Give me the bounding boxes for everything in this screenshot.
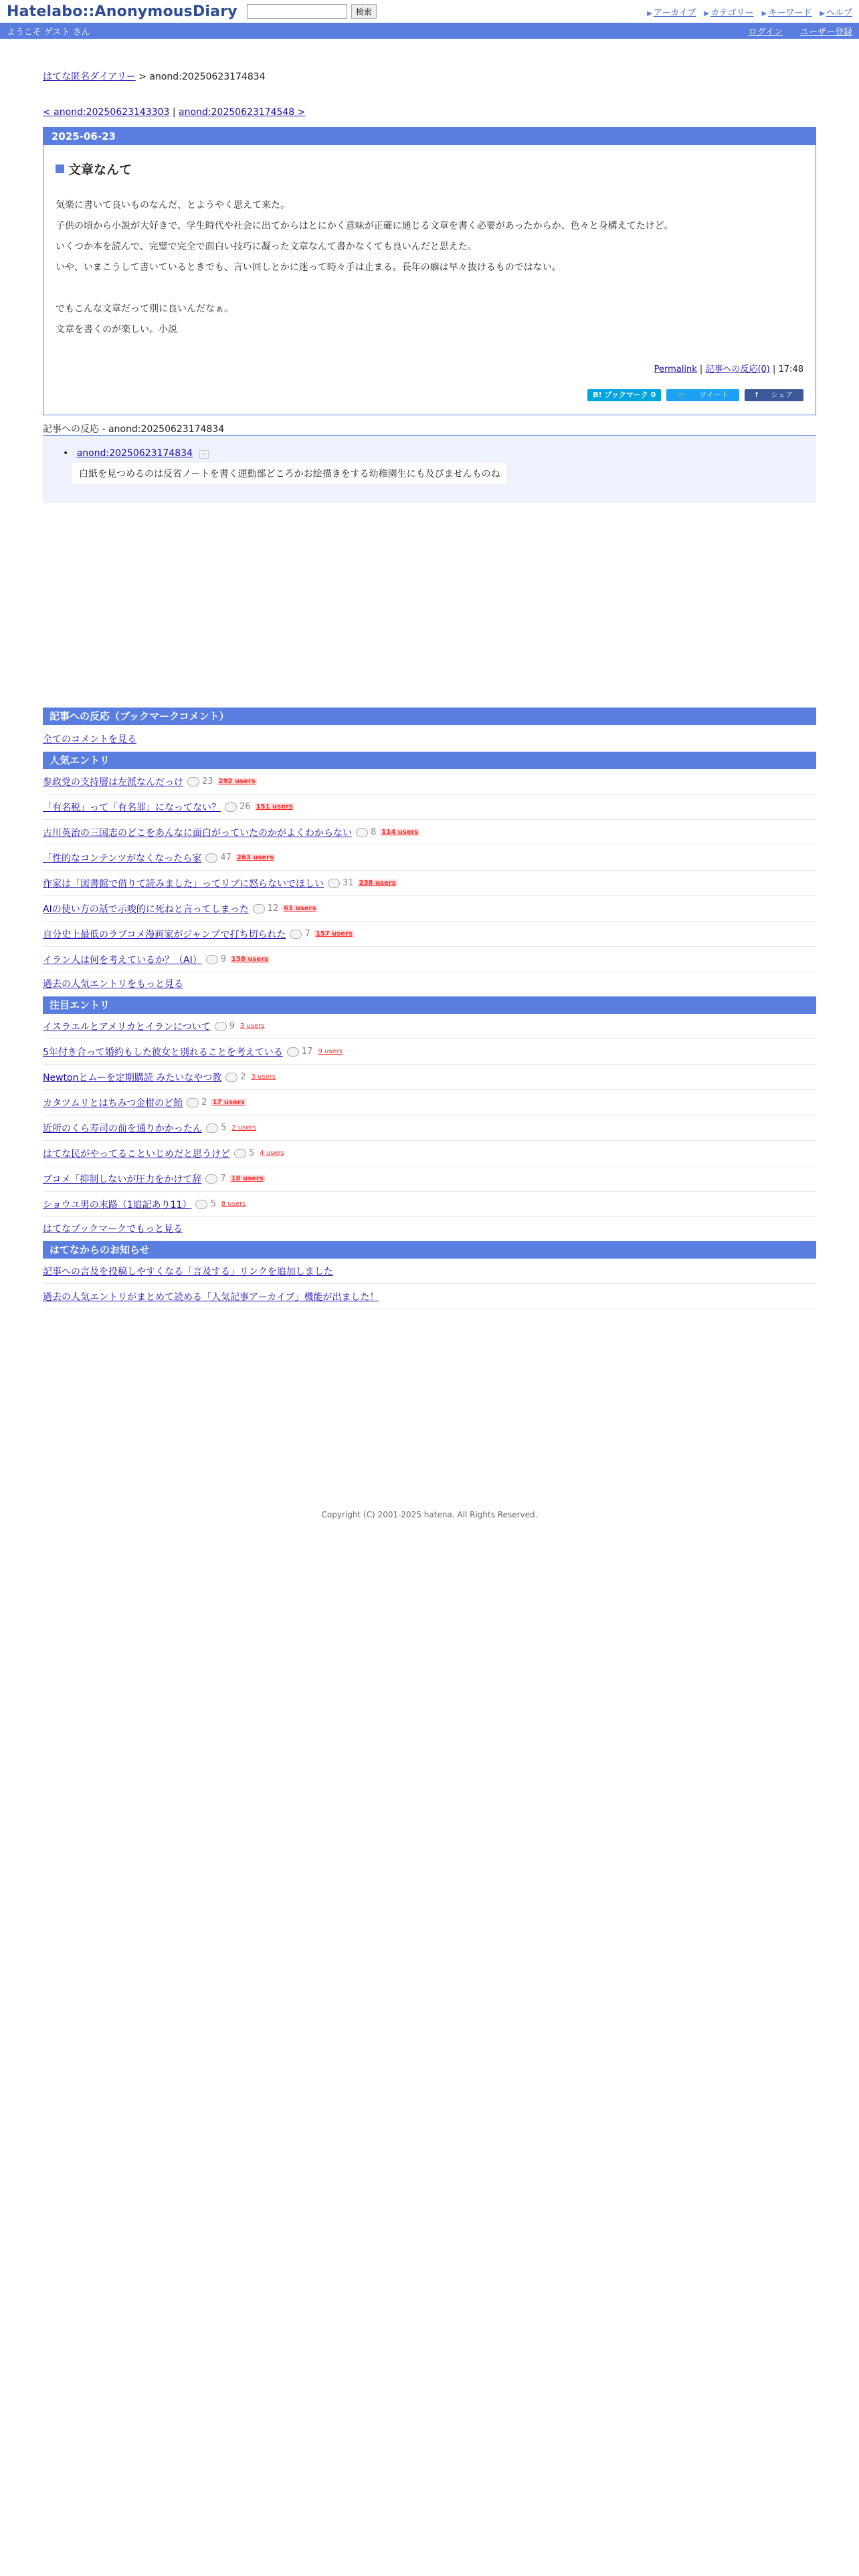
speech-bubble-icon (187, 1098, 199, 1107)
top-nav (647, 5, 852, 18)
attention-entries-list (43, 1014, 816, 1217)
search-input[interactable] (247, 4, 347, 19)
comment-count: 9 (215, 1021, 235, 1031)
comment-count: 5 (195, 1199, 215, 1209)
hatena-bookmark-button[interactable]: B! ブックマーク 0 (587, 389, 661, 401)
ad-space (43, 503, 816, 708)
popular-entry (43, 947, 816, 972)
comment-count: 26 (225, 802, 251, 812)
speech-bubble-icon (225, 1073, 237, 1082)
entry-link[interactable]: 近所のくら寿司の前を通りかかったん (43, 1123, 202, 1134)
attention-entry (43, 1065, 816, 1090)
triangle-right-icon: ▶ (647, 9, 652, 17)
entry-date: 2025-06-23 (43, 128, 816, 145)
comment-count: 8 (356, 827, 376, 837)
all-comments (43, 728, 816, 752)
bookmark-users-link[interactable]: 158 users (231, 956, 269, 963)
popular-entry (43, 896, 816, 922)
entry-line: 子供の頃から小説が大好きで、学生時代や社会に出てからはとにかく意味が正確に通じる文章を書く必要があったからか、色々と身構えてたけど。 (56, 221, 674, 231)
entry-line: いくつか本を読んで、完璧で完全で面白い技巧に凝った文章なんて書かなくても良いんだと思えた。 (56, 241, 477, 252)
popular-entry (43, 845, 816, 871)
speech-bubble-icon (187, 777, 199, 786)
attention-more (43, 1217, 816, 1241)
notice-item (43, 1284, 816, 1309)
speech-bubble-icon (215, 1022, 227, 1031)
triangle-right-icon: ▶ (761, 9, 767, 17)
entry-link[interactable]: 参政党の支持層は左派なんだっけ (43, 776, 183, 788)
pager-separator: | (172, 107, 176, 118)
bookmark-users-link[interactable]: 3 users (240, 1023, 265, 1030)
attention-entry (43, 1115, 816, 1141)
entry-link[interactable]: イスラエルとアメリカとイランについて (43, 1021, 211, 1033)
entry-line: 気楽に書いて良いものなんだ、とようやく思えて来た。 (56, 200, 290, 211)
popular-entry (43, 922, 816, 947)
entry-link[interactable]: ショウユ男の末路（1追記あり11） (43, 1199, 192, 1210)
popular-entry (43, 871, 816, 896)
tweet-button[interactable] (666, 389, 739, 401)
bookmark-users-link[interactable]: 292 users (218, 778, 256, 785)
popular-entry (43, 794, 816, 820)
prev-entry-link[interactable]: < anond:20250623143303 (43, 107, 170, 118)
attention-entry (43, 1039, 816, 1065)
bookmark-users-link[interactable]: 157 users (315, 930, 353, 938)
comment-count: 12 (253, 903, 279, 914)
diary-entry (43, 127, 816, 415)
comment-count: 5 (206, 1123, 226, 1133)
speech-bubble-icon (205, 1174, 217, 1184)
entry-link[interactable]: AIの使い方の話で示唆的に死ねと言ってしまった (43, 903, 249, 915)
share-buttons (43, 389, 816, 401)
nav-help-link[interactable]: ヘルプ (826, 7, 852, 18)
popular-entry (43, 769, 816, 794)
user-bar (0, 23, 859, 39)
twitter-icon: 🐦 (677, 391, 689, 399)
nav-help[interactable] (820, 5, 852, 18)
entry-link[interactable]: 「有名税」って「有名罪」になってない？ (43, 802, 221, 813)
speech-bubble-icon (253, 904, 265, 914)
attention-entries-heading: 注目エントリ (43, 996, 816, 1014)
next-entry-link[interactable]: anond:20250623174548 > (179, 107, 306, 118)
comment-count: 7 (205, 1174, 225, 1184)
entry-link[interactable]: 自分史上最低のラブコメ漫画家がジャンプで打ち切られた (43, 929, 286, 940)
search-button[interactable]: 検索 (351, 4, 377, 19)
attention-entry (43, 1166, 816, 1192)
speech-bubble-icon (287, 1047, 299, 1057)
breadcrumb-home[interactable]: はてな匿名ダイアリー (43, 72, 136, 82)
entry-pager (43, 107, 816, 118)
bookmark-users-link[interactable]: 9 users (318, 1048, 343, 1055)
comment-count: 7 (290, 929, 310, 939)
breadcrumb (43, 70, 816, 83)
entry-link[interactable]: 5年付き合って婚約もした彼女と別れることを考えている (43, 1047, 283, 1058)
bookmark-users-link[interactable]: 114 users (381, 829, 419, 836)
comment-count: 2 (187, 1097, 207, 1107)
entry-link[interactable]: 古川英治の三国志のどこをあんなに面白がっていたのかがよくわからない (43, 827, 352, 839)
reactions-panel (43, 435, 816, 503)
reactions-heading: 記事への反応 - anond:20250623174834 (43, 424, 225, 435)
nav-keyword-link[interactable]: キーワード (768, 7, 812, 18)
popular-entries-heading: 人気エントリ (43, 752, 816, 769)
attention-entry (43, 1141, 816, 1166)
permalink-link[interactable]: Permalink (654, 364, 697, 374)
popular-more (43, 972, 816, 996)
nav-category-link[interactable]: カテゴリー (710, 7, 754, 18)
comment-count: 31 (328, 878, 354, 888)
entry-line: 文章を書くのが楽しい。小説 (56, 324, 177, 335)
facebook-share-button[interactable] (745, 389, 803, 401)
site-logo[interactable]: Hatelabo::AnonymousDiary (7, 3, 237, 20)
comment-count: 47 (205, 853, 231, 863)
comment-count: 5 (234, 1148, 254, 1158)
entry-title (56, 160, 816, 178)
bookmark-comments-heading: 記事への反応（ブックマークコメント） (43, 708, 816, 725)
speech-bubble-icon (225, 802, 237, 812)
entry-link[interactable]: Newtonとムーを定期購読 みたいなやつ教 (43, 1072, 222, 1083)
bookmark-users-link[interactable]: 263 users (236, 854, 274, 861)
entry-link[interactable]: ブコメ「抑制しないが圧力をかけて辞 (43, 1174, 202, 1185)
comment-count: 23 (187, 776, 213, 786)
bookmark-users-link[interactable]: 3 users (251, 1073, 276, 1081)
reaction-item (72, 448, 816, 484)
speech-bubble-icon (206, 955, 218, 964)
comment-count: 9 (206, 954, 226, 964)
facebook-icon: f (755, 391, 761, 399)
bookmark-users-link[interactable]: 8 users (221, 1200, 246, 1208)
tweet-label: ツイート (699, 391, 729, 399)
welcome-text: ようこそ ゲスト さん (7, 27, 90, 37)
entry-link[interactable]: はてな民がやってることいじめだと思うけど (43, 1148, 230, 1160)
fb-label: シェア (771, 391, 793, 399)
notice-heading: はてなからのお知らせ (43, 1241, 816, 1259)
speech-bubble-icon (290, 930, 302, 939)
entry-footer: Permalink | 記事への反応(0) | 17:48 (654, 364, 803, 374)
bookmark-users-link[interactable]: 2 users (231, 1124, 256, 1132)
copyright: Copyright (C) 2001-2025 hatena. All Rights Reserved. (321, 1510, 538, 1519)
bookmark-users-link[interactable]: 17 users (212, 1099, 245, 1106)
speech-bubble-icon (205, 853, 217, 863)
notice-link[interactable]: 記事への言及を投稿しやすくなる「言及する」リンクを追加しました (43, 1266, 333, 1277)
nav-archive[interactable] (647, 5, 696, 18)
entry-time: 17:48 (778, 364, 803, 374)
speech-bubble-icon (234, 1149, 246, 1158)
bookmark-users-link[interactable]: 151 users (256, 803, 293, 811)
popular-entries-list (43, 769, 816, 972)
popular-entry (43, 820, 816, 845)
reaction-excerpt: 白紙を見つめるのは反省ノートを書く運動部どころかお絵描きをする幼稚園生にも及びませんものね (72, 463, 507, 484)
nav-archive-link[interactable]: アーカイブ (653, 7, 696, 18)
bookmark-users-link[interactable]: 238 users (359, 879, 396, 887)
entry-link[interactable]: 「性的なコンテンツがなくなったら家 (43, 853, 202, 864)
header (0, 0, 859, 23)
attention-entry (43, 1192, 816, 1217)
entry-line (56, 278, 816, 299)
attention-entry (43, 1090, 816, 1115)
nav-keyword[interactable] (762, 5, 812, 18)
attention-more-link[interactable]: はてなブックマークでもっと見る (43, 1224, 183, 1235)
main-content (43, 70, 816, 1519)
speech-bubble-icon (328, 879, 340, 888)
notice-item (43, 1259, 816, 1284)
comment-count: 17 (287, 1047, 313, 1057)
comment-count: 2 (225, 1072, 246, 1082)
triangle-right-icon: ▶ (820, 9, 825, 17)
entry-line: いや、いまこうして書いているときでも、言い回しとかに迷って時々手は止まる。長年の癖は早々抜けるものではない。 (56, 262, 561, 273)
bookmark-users-link[interactable]: 61 users (284, 905, 316, 912)
nav-category[interactable] (704, 5, 753, 18)
entry-link[interactable]: イラン人は何を考えているか？（AI） (43, 954, 202, 966)
entry-link[interactable]: 作家は「図書館で借りて読みました」ってリプに怒らないでほしい (43, 878, 324, 889)
entry-body (56, 195, 816, 340)
register-link[interactable]: ユーザー登録 (799, 27, 852, 37)
entry-line: でもこんな文章だって別に良いんだなぁ。 (56, 304, 233, 314)
all-comments-link[interactable]: 全てのコメントを見る (43, 734, 136, 745)
breadcrumb-separator: > (138, 72, 147, 82)
entry-title-text: 文章なんて (68, 163, 132, 177)
notice-list (43, 1259, 816, 1309)
notice-link[interactable]: 過去の人気エントリがまとめて読める「人気記事アーカイブ」機能が出ました！ (43, 1291, 379, 1303)
speech-bubble-icon (195, 1200, 207, 1209)
entry-reactions-link[interactable]: 記事への反応(0) (705, 364, 770, 374)
triangle-right-icon: ▶ (704, 9, 710, 17)
bookmark-users-link[interactable]: 18 users (231, 1175, 264, 1182)
reaction-link[interactable]: anond:20250623174834 (76, 448, 193, 459)
collapse-toggle[interactable]: - (199, 450, 209, 459)
bookmark-users-link[interactable]: 4 users (260, 1150, 284, 1157)
square-bullet-icon (56, 165, 64, 173)
speech-bubble-icon (356, 828, 368, 837)
speech-bubble-icon (206, 1123, 218, 1133)
breadcrumb-current: anond:20250623174834 (149, 72, 266, 82)
entry-link[interactable]: カタツムリとはちみつ金柑のど飴 (43, 1097, 183, 1109)
login-link[interactable]: ログイン (748, 27, 783, 37)
popular-more-link[interactable]: 過去の人気エントリをもっと見る (43, 979, 183, 990)
attention-entry (43, 1014, 816, 1039)
